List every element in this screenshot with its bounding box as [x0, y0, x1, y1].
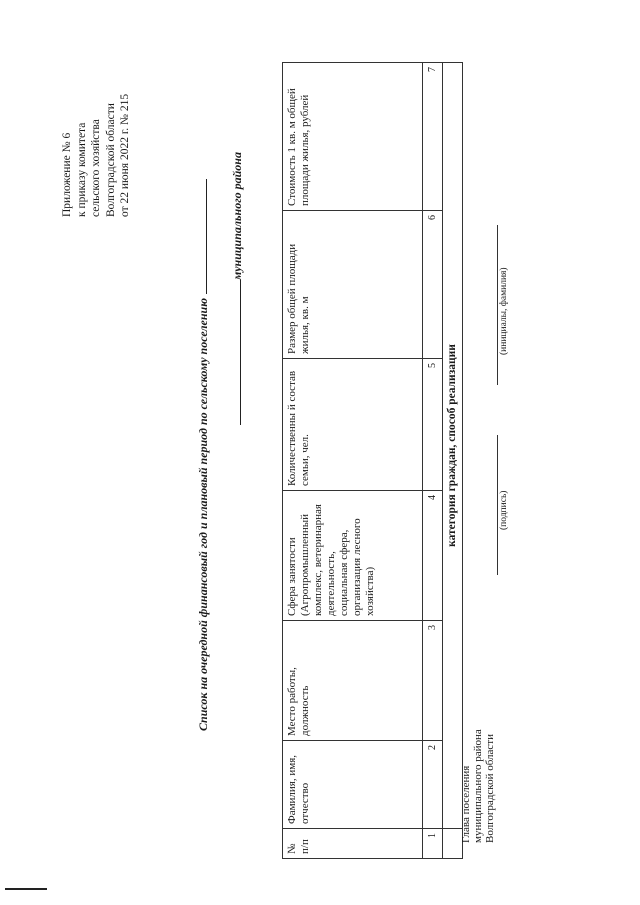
municipal-line — [230, 152, 245, 425]
appendix-line: Приложение № 6 — [61, 132, 73, 217]
signature-underline — [497, 435, 498, 575]
header-cell: Размер общей площади жилья, кв. м — [283, 211, 423, 359]
header-cell: Фамилия, имя, отчество — [283, 741, 423, 829]
signature-block — [460, 729, 496, 843]
column-number: 3 — [423, 621, 443, 741]
appendix-line: от 22 июня 2022 г. № 215 — [119, 93, 131, 217]
column-number: 5 — [423, 359, 443, 491]
name-underline — [497, 225, 498, 385]
name-caption: (инициалы, фамилия) — [499, 267, 509, 355]
appendix-line: Волгоградской области — [104, 103, 117, 217]
municipal-text: муниципального района — [230, 152, 244, 280]
header-cell: Сфера занятости (Агропромышленный комплекс, ветеринарная деятельность, социальная сфера, организация лесного хозяйства) — [283, 491, 423, 621]
column-number: 4 — [423, 491, 443, 621]
citizens-table — [282, 62, 463, 859]
column-number: 6 — [423, 211, 443, 359]
table-header-row — [283, 63, 423, 859]
column-number: 1 — [423, 829, 443, 859]
document-title — [196, 155, 211, 755]
title-blank-line — [197, 179, 207, 294]
table-number-row — [423, 63, 443, 859]
category-cell: категория граждан, способ реализации — [443, 63, 463, 829]
signature-line: Глава поселения — [460, 765, 472, 843]
municipal-blank-line — [231, 280, 241, 425]
header-cell: Стоимость 1 кв. м общей площади жилья, рублей — [283, 63, 423, 211]
column-number: 7 — [423, 63, 443, 211]
appendix-line: сельского хозяйства — [90, 119, 102, 217]
column-number: 2 — [423, 741, 443, 829]
header-cell: Место работы, должность — [283, 621, 423, 741]
header-cell: № п/п — [283, 829, 423, 859]
title-text: Список на очередной финансовый год и плановый период по сельскому поселению — [196, 298, 210, 731]
signature-line: Волгоградской области — [484, 734, 496, 843]
header-cell: Количественны й состав семьи, чел. — [283, 359, 423, 491]
scan-mark — [5, 888, 47, 890]
appendix-line: к приказу комитета — [75, 122, 88, 217]
signature-line: муниципального района — [472, 729, 484, 843]
sign-caption: (подпись) — [499, 490, 509, 530]
appendix-block — [60, 94, 133, 217]
